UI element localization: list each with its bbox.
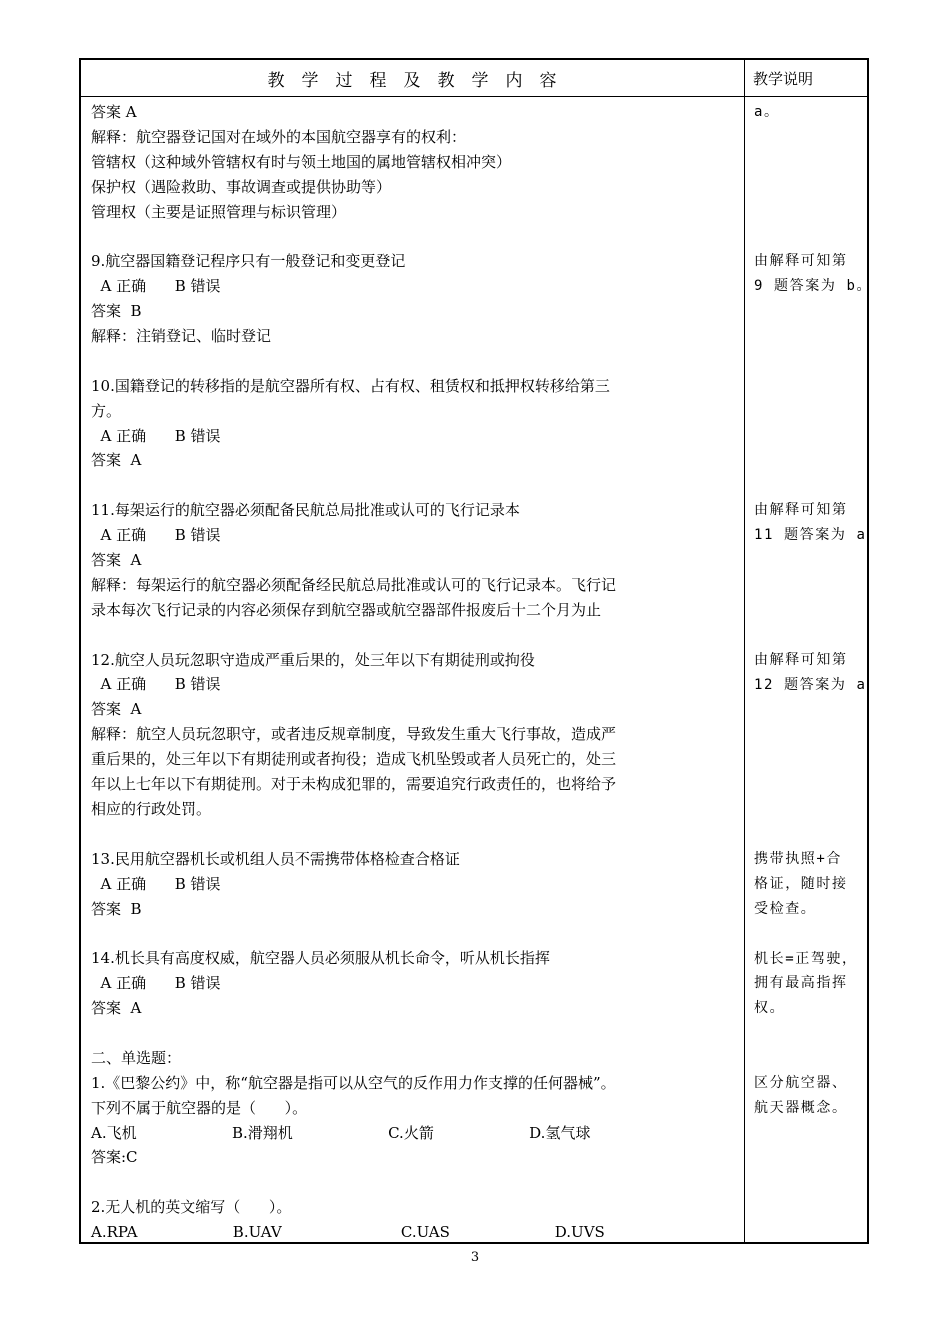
content-line: 下列不属于航空器的是（ ）。	[91, 1098, 308, 1117]
content-line: 解释：注销登记、临时登记	[91, 327, 272, 346]
note-line: 由解释可知第	[754, 651, 848, 668]
content-line: 保护权（遇险救助、事故调查或提供协助等）	[91, 177, 392, 196]
column-header-notes: 教学说明	[753, 69, 814, 88]
content-line: 管辖权（这种域外管辖权有时与领土地国的属地管辖权相冲突）	[91, 152, 512, 171]
note-line: 11 题答案为 a	[754, 527, 867, 544]
note-line: a。	[754, 104, 780, 120]
content-line: A 正确 B 错误	[91, 526, 221, 545]
note-line: 拥有最高指挥	[754, 975, 848, 992]
content-line: A 正确 B 错误	[91, 874, 221, 893]
content-line: 答案 A	[91, 700, 142, 719]
content-line: 录本每次飞行记录的内容必须保存到航空器或航空器部件报废后十二个月为止	[91, 600, 602, 619]
content-column	[91, 100, 741, 1245]
column-header-content: 教学过程及教学内容	[267, 70, 574, 91]
content-line: 答案 A	[91, 999, 142, 1018]
content-line: 解释：航空人员玩忽职守，或者违反规章制度，导致发生重大飞行事故，造成严	[91, 725, 617, 744]
lesson-table	[79, 58, 873, 1244]
note-block	[754, 498, 867, 548]
content-line	[91, 921, 741, 946]
content-line: 14.机长具有高度权威，航空器人员必须服从机长命令，听从机长指挥	[91, 949, 550, 968]
content-line: 13.民用航空器机长或机组人员不需携带体格检查合格证	[91, 849, 460, 868]
note-block	[754, 847, 864, 922]
content-line	[91, 224, 741, 249]
note-block	[754, 947, 864, 1022]
content-line: 方。	[91, 401, 122, 420]
content-line: 年以上七年以下有期徒刑。对于未构成犯罪的，需要追究行政责任的，也将给予	[91, 775, 617, 794]
note-line: 由解释可知第	[754, 253, 848, 270]
content-line: 11.每架运行的航空器必须配备民航总局批准或认可的飞行记录本	[91, 501, 520, 520]
note-line: 9 题答案为 b。	[754, 278, 873, 295]
column-divider	[744, 60, 745, 1242]
content-line	[91, 349, 741, 374]
content-line	[91, 623, 741, 648]
page-number: 3	[470, 1250, 480, 1265]
content-line: 1.《巴黎公约》中，称“航空器是指可以从空气的反作用力作支撑的任何器械”。	[91, 1073, 616, 1092]
content-line: A 正确 B 错误	[91, 974, 221, 993]
note-line: 12 题答案为 a	[754, 676, 867, 693]
note-block	[754, 249, 873, 299]
note-line: 受检查。	[754, 900, 817, 917]
note-line: 航天器概念。	[754, 1099, 848, 1116]
content-line: 管理权（主要是证照管理与标识管理）	[91, 202, 347, 221]
content-line	[91, 1170, 741, 1195]
content-line: 答案 B	[91, 899, 142, 918]
note-line: 格证，随时接	[754, 875, 848, 892]
content-line: 重后果的，处三年以下有期徒刑或者拘役；造成飞机坠毁或者人员死亡的，处三	[91, 750, 617, 769]
content-line: 2.无人机的英文缩写（ ）。	[91, 1198, 292, 1217]
header-divider	[81, 96, 867, 97]
content-line: A 正确 B 错误	[91, 675, 221, 694]
note-block	[754, 648, 867, 698]
note-line: 机长=正驾驶，	[754, 950, 858, 967]
note-block	[754, 1071, 864, 1121]
content-line: 答案 A	[91, 451, 142, 470]
content-line	[91, 1021, 741, 1046]
note-block	[754, 100, 864, 125]
content-line: 答案 B	[91, 302, 142, 321]
content-line: A.RPA B.UAV C.UAS D.UVS	[91, 1223, 605, 1242]
content-line: A.飞机 B.滑翔机 C.火箭 D.氢气球	[91, 1123, 591, 1142]
content-line: 二、单选题：	[91, 1048, 182, 1067]
content-line: 解释：航空器登记国对在域外的本国航空器享有的权利：	[91, 127, 467, 146]
content-line: 10.国籍登记的转移指的是航空器所有权、占有权、租赁权和抵押权转移给第三	[91, 376, 610, 395]
note-line: 由解释可知第	[754, 502, 848, 519]
content-line: 解释：每架运行的航空器必须配备经民航总局批准或认可的飞行记录本。飞行记	[91, 575, 617, 594]
content-line: A 正确 B 错误	[91, 277, 221, 296]
content-line	[91, 822, 741, 847]
note-line: 携带执照+合	[754, 851, 843, 867]
content-line: 12.航空人员玩忽职守造成严重后果的，处三年以下有期徒刑或拘役	[91, 650, 535, 669]
content-line: 答案 A	[91, 551, 142, 570]
content-line	[91, 473, 741, 498]
note-line: 权。	[754, 1000, 786, 1017]
content-line: A 正确 B 错误	[91, 426, 221, 445]
note-line: 区分航空器、	[754, 1075, 848, 1092]
content-line: 答案 A	[91, 103, 137, 121]
content-line: 相应的行政处罚。	[91, 799, 212, 818]
content-line: 答案:C	[91, 1148, 138, 1167]
content-line: 9.航空器国籍登记程序只有一般登记和变更登记	[91, 252, 406, 271]
